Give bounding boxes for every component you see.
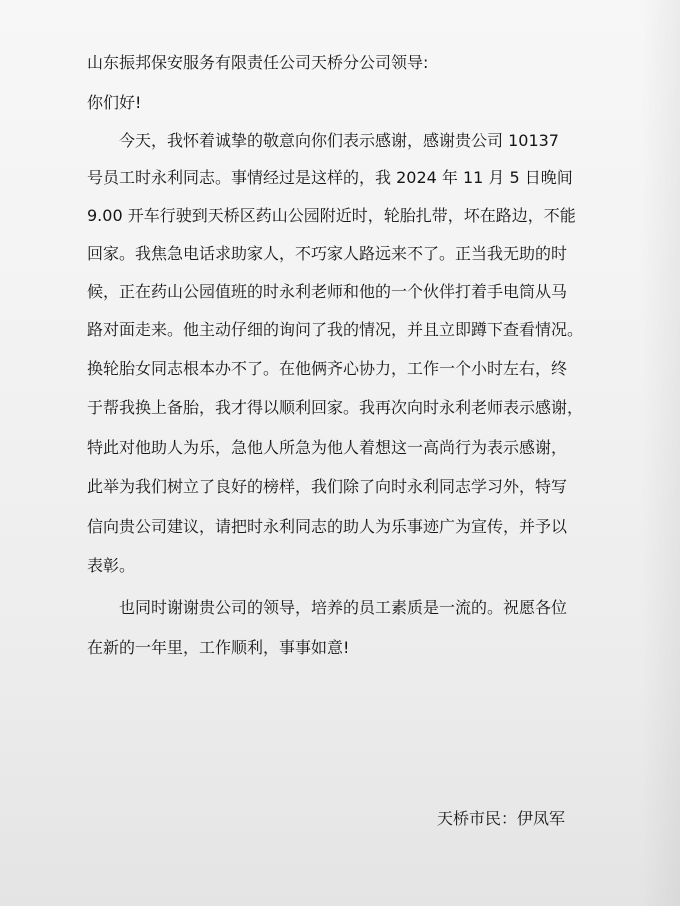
- letter-body-line: 回家。我焦急电话求助家人，不巧家人路远来不了。正当我无助的时: [87, 244, 568, 263]
- letter-body-line: 表彰。: [87, 556, 136, 575]
- letter-body-line: 此举为我们树立了良好的榜样，我们除了向时永利同志学习外，特写: [87, 477, 568, 496]
- letter-body-line: 路对面走来。他主动仔细的询问了我的情况，并且立即蹲下查看情况。: [87, 320, 584, 339]
- letter-greeting: 你们好!: [87, 93, 142, 112]
- letter-body-line: 在新的一年里，工作顺利，事事如意!: [87, 638, 350, 657]
- letter-body-line: 号员工时永利同志。事情经过是这样的，我 2024 年 11 月 5 日晚间: [87, 168, 573, 187]
- letter-body-line: 9.00 开车行驶到天桥区药山公园附近时，轮胎扎带，坏在路边，不能: [87, 206, 576, 225]
- letter-body-line: 今天，我怀着诚挚的敬意向你们表示感谢，感谢贵公司 10137: [119, 131, 559, 150]
- letter-signature: 天桥市民：伊凤军: [437, 809, 566, 828]
- letter-body-line: 特此对他助人为乐，急他人所急为他人着想这一高尚行为表示感谢，: [87, 438, 568, 457]
- letter-body-line: 候，正在药山公园值班的时永利老师和他的一个伙伴打着手电筒从马: [87, 282, 568, 301]
- letter-body-line: 也同时谢谢贵公司的领导，培养的员工素质是一流的。祝愿各位: [119, 598, 568, 617]
- paper-shadow: [640, 0, 680, 906]
- letter-body-line: 换轮胎女同志根本办不了。在他俩齐心协力，工作一个小时左右，终: [87, 359, 568, 378]
- letter-body-line: 信向贵公司建议，请把时永利同志的助人为乐事迹广为宣传，并予以: [87, 517, 568, 536]
- letter-addressee: 山东振邦保安服务有限责任公司天桥分公司领导:: [87, 53, 429, 72]
- letter-body-line: 于帮我换上备胎，我才得以顺利回家。我再次向时永利老师表示感谢，: [87, 398, 584, 417]
